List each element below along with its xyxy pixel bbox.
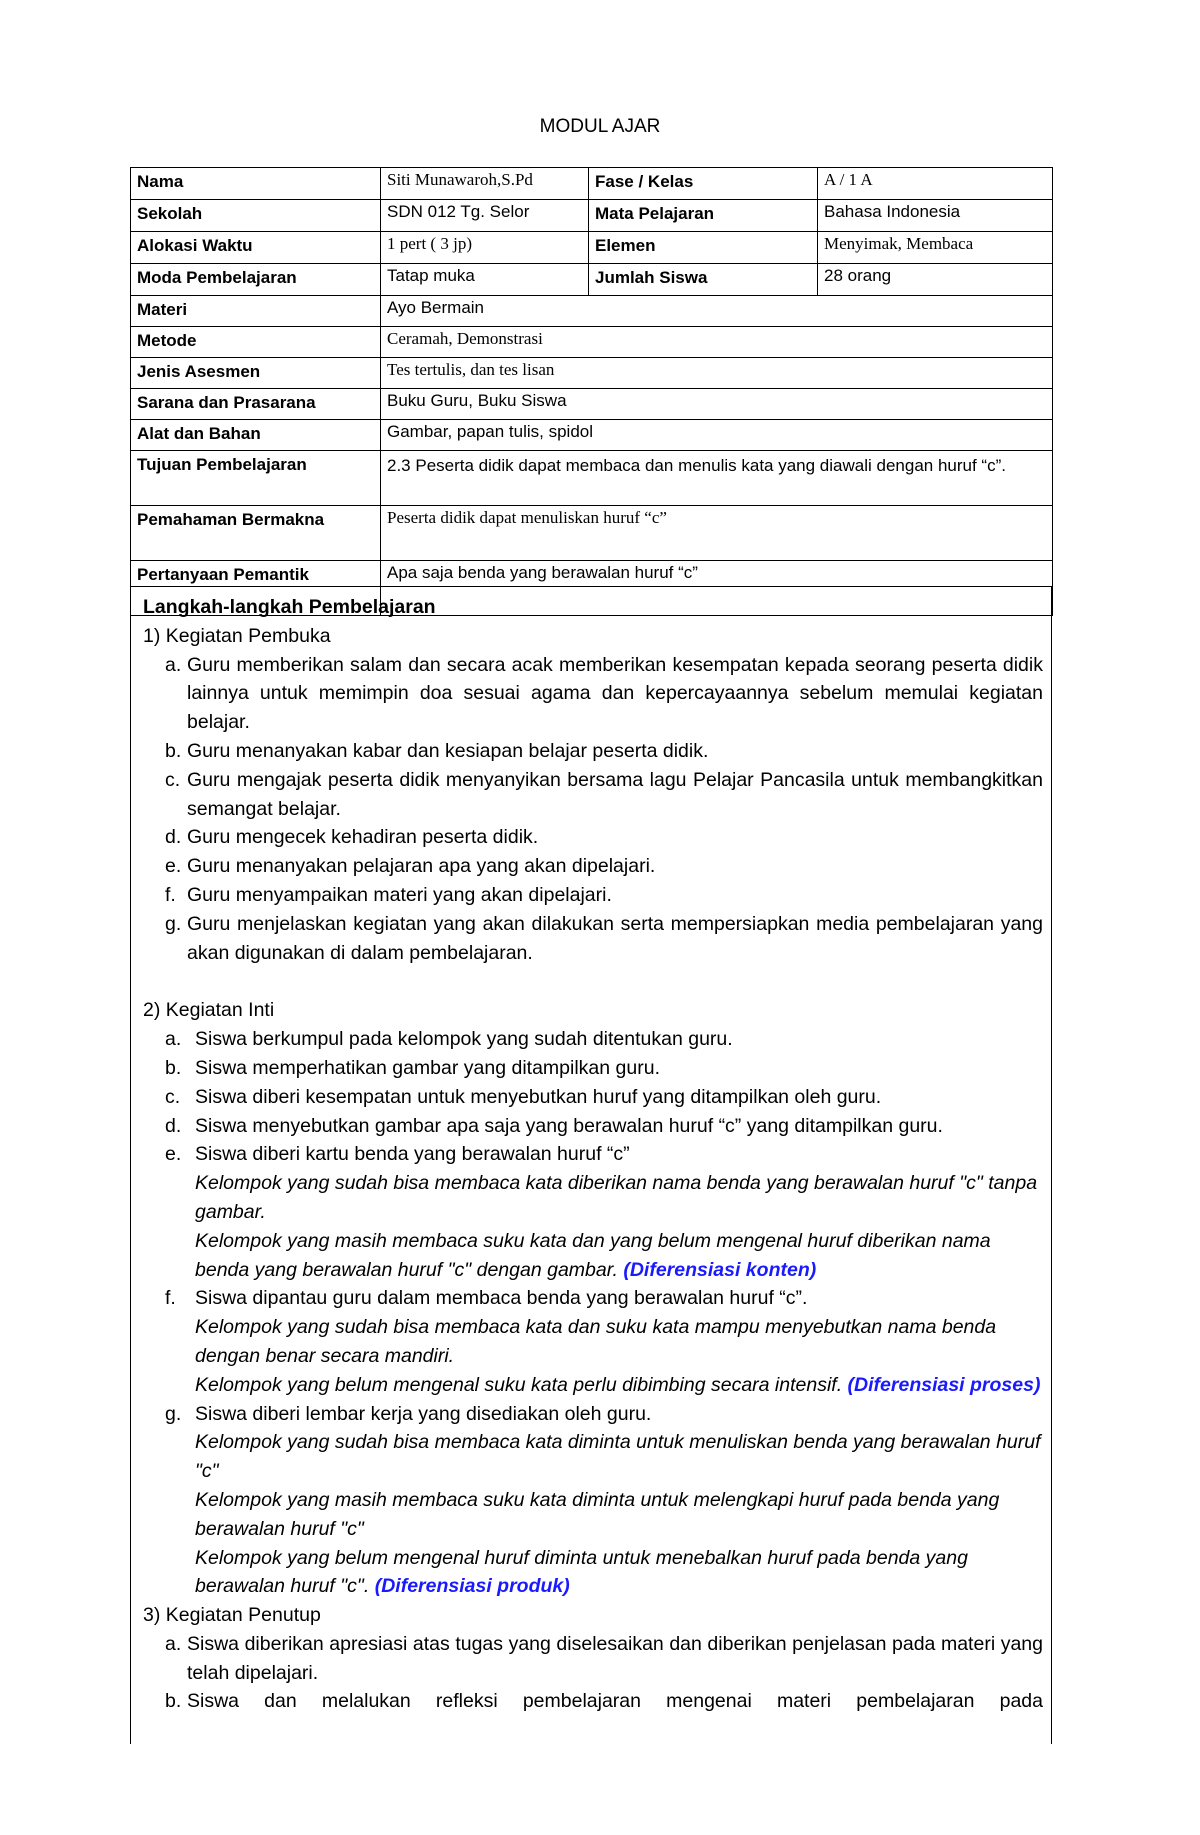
list-item: a. Siswa diberikan apresiasi atas tugas yang diselesaikan dan diberikan penjelasan pada materi yang telah dipelajari. [165,1632,1043,1684]
list-text: Guru menyampaikan materi yang akan dipelajari. [187,883,612,906]
list-marker: d. [165,826,182,849]
label-moda: Moda Pembelajaran [131,264,381,296]
list-text: Siswa dan melalukan refleksi pembelajaran mengenai materi pembelajaran pada [187,1690,1043,1713]
sub-text: Kelompok yang sudah bisa membaca kata diminta untuk menuliskan benda yang berawalan huruf "c" [195,1431,1041,1483]
list-item [143,766,1043,824]
list-marker: a. [165,653,182,676]
value-jenis-asesmen: Tes tertulis, dan tes lisan [381,358,1053,389]
list-text: Guru menanyakan kabar dan kesiapan belajar peserta didik. [187,739,709,762]
label-sekolah: Sekolah [131,200,381,232]
info-row [131,296,1053,327]
info-row [131,327,1053,358]
list-item: f. Siswa dipantau guru dalam membaca benda yang berawalan huruf “c”. Kelompok yang sudah bisa membaca kata dan suku kata mampu menyebutkan nama benda dengan benar secara mandiri. Kelompok yang belum mengenal suku kata perlu dibimbing secara intensif. (Diferensiasi proses) [143,1284,1043,1399]
list-text: Guru menjelaskan kegiatan yang akan dilakukan serta mempersiapkan media pembelajaran yang akan digunakan di dalam pembelajaran. [187,912,1043,964]
section-title-penutup: 3) Kegiatan Penutup [143,1604,321,1627]
value-alokasi-waktu: 1 pert ( 3 jp) [381,232,589,264]
label-tujuan: Tujuan Pembelajaran [131,451,381,506]
info-row [131,451,1053,506]
value-materi: Ayo Bermain [381,296,1053,327]
sub-text: Kelompok yang sudah bisa membaca kata dan suku kata mampu menyebutkan nama benda dengan benar secara mandiri. [195,1316,997,1367]
list-text: Siswa diberi kesempatan untuk menyebutkan huruf yang ditampilkan oleh guru. [195,1085,882,1108]
value-alat-bahan: Gambar, papan tulis, spidol [381,420,1053,451]
list-item [143,881,1043,910]
label-materi: Materi [131,296,381,327]
differentiation-tag: (Diferensiasi proses) [847,1373,1041,1396]
list-item: g. Siswa diberi lembar kerja yang disediakan oleh guru. Kelompok yang sudah bisa membaca kata diminta untuk menuliskan benda yang berawalan huruf "c" Kelompok yang masih membaca suku kata diminta untuk melengkapi huruf pada benda yang berawalan huruf "c" Kelompok yang belum mengenal huruf diminta untuk menebalkan huruf pada benda yang berawalan huruf "c". (Diferensiasi produk) [143,1400,1043,1602]
list-text: Siswa diberikan apresiasi atas tugas yang diselesaikan dan diberikan penjelasan pada materi yang telah dipelajari. [187,1632,1043,1684]
label-elemen: Elemen [589,232,818,264]
label-alat-bahan: Alat dan Bahan [131,420,381,451]
document-title: MODUL AJAR [539,116,661,137]
label-jumlah-siswa: Jumlah Siswa [589,264,818,296]
list-text: Guru mengecek kehadiran peserta didik. [187,826,539,849]
list-text: Siswa diberi kartu benda yang berawalan huruf “c” [195,1143,630,1166]
list-marker: f. [165,883,176,906]
info-table [130,167,1053,616]
sub-text: Kelompok yang masih membaca suku kata diminta untuk melengkapi huruf pada benda yang berawalan huruf "c" [195,1488,1000,1540]
value-metode: Ceramah, Demonstrasi [381,327,1053,358]
label-sarana: Sarana dan Prasarana [131,389,381,420]
list-item: e. Siswa diberi kartu benda yang berawalan huruf “c” Kelompok yang sudah bisa membaca kata diberikan nama benda yang berawalan huruf "c" tanpa gambar. Kelompok yang masih membaca suku kata dan yang belum mengenal huruf diberikan nama benda yang berawalan huruf "c" dengan gambar. (Diferensiasi konten) [143,1140,1043,1284]
list-item [143,651,1043,737]
steps-box [130,586,1052,1744]
sub-text: Kelompok yang belum mengenal suku kata perlu dibimbing secara intensif. (Diferensiasi proses) [195,1373,1041,1396]
value-jumlah-siswa: 28 orang [818,264,1053,296]
steps-heading: Langkah-langkah Pembelajaran [143,596,436,618]
label-alokasi-waktu: Alokasi Waktu [131,232,381,264]
info-row [131,200,1053,232]
list-text: Siswa dipantau guru dalam membaca benda yang berawalan huruf “c”. [195,1287,808,1310]
list-item [143,737,1043,766]
label-nama: Nama [131,168,381,200]
list-text: Guru memberikan salam dan secara acak memberikan kesempatan kepada seorang peserta didik lainnya untuk memimpin doa sesuai agama dan kepercayaannya sebelum memulai kegiatan belajar. [187,653,1043,734]
info-row [131,389,1053,420]
info-row [131,232,1053,264]
value-moda: Tatap muka [381,264,589,296]
value-sarana: Buku Guru, Buku Siswa [381,389,1053,420]
list-item [143,852,1043,881]
list-item: d. Siswa menyebutkan gambar apa saja yang berawalan huruf “c” yang ditampilkan guru. [165,1114,943,1137]
sub-text: Kelompok yang masih membaca suku kata dan yang belum mengenal huruf diberikan nama benda yang berawalan huruf "c" dengan gambar. (Diferensiasi konten) [195,1229,991,1281]
info-row [131,506,1053,561]
value-elemen: Menyimak, Membaca [818,232,1053,264]
list-item [143,910,1043,968]
list-marker: b. [165,739,182,762]
list-text: Siswa berkumpul pada kelompok yang sudah ditentukan guru. [195,1028,733,1051]
value-nama: Siti Munawaroh,S.Pd [381,168,589,200]
section-title-inti: 2) Kegiatan Inti [143,999,275,1022]
info-row [131,168,1053,200]
value-fase-kelas: A / 1 A [818,168,1053,200]
list-marker: e. [165,855,182,878]
differentiation-tag: (Diferensiasi produk) [374,1575,570,1598]
list-text: Siswa memperhatikan gambar yang ditampilkan guru. [195,1056,660,1079]
value-pertanyaan: Apa saja benda yang berawalan huruf “c” [381,561,1053,616]
label-mata-pelajaran: Mata Pelajaran [589,200,818,232]
list-marker: g. [165,912,182,935]
list-item: b. Siswa memperhatikan gambar yang ditampilkan guru. [165,1056,660,1079]
sub-text: Kelompok yang sudah bisa membaca kata diberikan nama benda yang berawalan huruf "c" tanpa gambar. [195,1172,1038,1223]
sub-text: Kelompok yang belum mengenal huruf diminta untuk menebalkan huruf pada benda yang berawalan huruf "c". (Diferensiasi produk) [195,1546,968,1598]
differentiation-tag: (Diferensiasi konten) [623,1258,817,1281]
value-pemahaman: Peserta didik dapat menuliskan huruf “c” [381,506,1053,561]
info-row [131,264,1053,296]
value-sekolah: SDN 012 Tg. Selor [381,200,589,232]
list-text: Guru mengajak peserta didik menyanyikan bersama lagu Pelajar Pancasila untuk membangkitkan semangat belajar. [187,768,1043,820]
list-item [143,823,1043,852]
list-item: c. Siswa diberi kesempatan untuk menyebutkan huruf yang ditampilkan oleh guru. [165,1085,882,1108]
info-row [131,420,1053,451]
list-marker: c. [165,768,181,791]
list-text: Siswa menyebutkan gambar apa saja yang berawalan huruf “c” yang ditampilkan guru. [195,1114,943,1137]
label-pertanyaan: Pertanyaan Pemantik [131,561,381,616]
label-metode: Metode [131,327,381,358]
list-item: a. Siswa berkumpul pada kelompok yang sudah ditentukan guru. [165,1028,733,1051]
list-item: b. Siswa dan melalukan refleksi pembelajaran mengenai materi pembelajaran pada [165,1690,1043,1713]
info-row [131,358,1053,389]
value-mata-pelajaran: Bahasa Indonesia [818,200,1053,232]
list-text: Guru menanyakan pelajaran apa yang akan dipelajari. [187,855,656,878]
list-text: Siswa diberi lembar kerja yang disediakan oleh guru. [195,1402,652,1425]
label-fase-kelas: Fase / Kelas [589,168,818,200]
section-title-pembuka: 1) Kegiatan Pembuka [143,624,331,647]
label-jenis-asesmen: Jenis Asesmen [131,358,381,389]
label-pemahaman: Pemahaman Bermakna [131,506,381,561]
value-tujuan: 2.3 Peserta didik dapat membaca dan menulis kata yang diawali dengan huruf “c”. [381,451,1053,506]
